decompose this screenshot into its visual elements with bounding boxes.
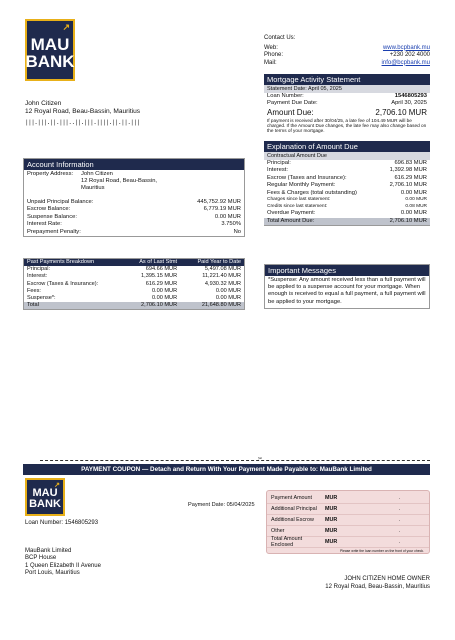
- decimal-point: .: [399, 517, 401, 523]
- row-value: 0.00 MUR: [214, 213, 241, 220]
- total-due-label: Total Amount Due:: [267, 217, 315, 224]
- past-total-label: Total: [27, 302, 39, 309]
- arrow-icon: ↗: [54, 482, 60, 489]
- row-value: 3.750%: [221, 221, 241, 228]
- row-value: 0.08 MUR: [405, 203, 427, 209]
- table-row: [24, 273, 244, 280]
- table-cell: 1,395.15 MUR: [141, 273, 178, 280]
- statement-date: Statement Date: April 05, 2025: [264, 85, 430, 93]
- detach-line: [40, 460, 430, 461]
- detail-row: [24, 206, 244, 213]
- coupon-box-note: Please write the loan number on the front of your check.: [339, 549, 424, 553]
- past-header: As of Last Stmt: [139, 259, 178, 265]
- past-header: Past Payments Breakdown: [27, 259, 95, 265]
- table-cell: 0.00 MUR: [151, 287, 178, 294]
- explanation-panel: [264, 141, 430, 226]
- arrow-icon: ↗: [62, 22, 70, 32]
- coupon-row-currency: MUR: [325, 539, 338, 545]
- bank-line: BCP House: [25, 555, 57, 562]
- table-cell: Escrow (Taxes & Insurance):: [27, 280, 99, 287]
- coupon-loan: [25, 520, 98, 526]
- detail-row: [264, 160, 430, 167]
- table-cell: Suspense*:: [27, 295, 56, 302]
- coupon-amount-row[interactable]: [267, 515, 429, 526]
- postal-barcode: |||.|||.||.|||..||.|||.||||.||.||.|||: [25, 119, 140, 126]
- customer-block: [25, 100, 225, 127]
- mail-link[interactable]: info@bcpbank.mu: [381, 59, 430, 66]
- coupon-row-label: Additional Principal: [271, 506, 317, 512]
- bank-line: MauBank Limited: [25, 548, 72, 554]
- detail-row: [24, 214, 244, 221]
- detail-row: [264, 167, 430, 174]
- detail-row: [24, 221, 244, 228]
- property-line: John Citizen: [81, 171, 113, 177]
- contact-title: Contact Us:: [264, 35, 296, 41]
- customer-name: John Citizen: [25, 100, 62, 107]
- detail-row: [264, 182, 430, 189]
- row-value: 6,779.19 MUR: [203, 206, 241, 213]
- row-label: Interest:: [267, 167, 288, 174]
- scissors-icon: ✂: [258, 456, 263, 462]
- bank-address: [25, 548, 101, 577]
- detail-row: [264, 190, 430, 197]
- coupon-row-currency: MUR: [325, 517, 338, 523]
- account-rows: [24, 199, 244, 236]
- row-value: 2,706.10 MUR: [389, 182, 427, 189]
- coupon-rows: [267, 493, 429, 548]
- due-date: April 30, 2025: [391, 100, 427, 107]
- past-total-cell: 2,706.10 MUR: [141, 302, 178, 309]
- messages-panel: [264, 264, 430, 309]
- coupon-row-label: Payment Amount: [271, 495, 313, 501]
- row-value: 696.83 MUR: [394, 160, 427, 166]
- explanation-rows: [264, 160, 430, 218]
- explanation-title: Explanation of Amount Due: [264, 141, 430, 152]
- row-label: Escrow Balance:: [27, 206, 71, 213]
- coupon-amount-row[interactable]: [267, 493, 429, 504]
- statement-panel: [264, 74, 430, 134]
- loan-label: Loan Number:: [267, 93, 304, 99]
- row-label: Unpaid Principal Balance:: [27, 199, 94, 205]
- loan-number: 1546805293: [394, 93, 427, 99]
- past-header: Paid Year to Date: [197, 259, 241, 265]
- owner-name: JOHN CITIZEN HOME OWNER: [344, 576, 430, 582]
- table-cell: 0.00 MUR: [151, 295, 178, 302]
- late-fee-note: If payment is received after 30/04/25, a late fee of 104.49 MUR will be charged. If the Amount Due changes, the late fee may also change based on the terms of your mortgage.: [267, 117, 427, 134]
- web-label: Web:: [264, 44, 278, 51]
- maubank-logo-small: [25, 478, 65, 516]
- row-value: 616.29 MUR: [394, 174, 427, 181]
- logo-text-mau: MAU: [32, 486, 58, 499]
- contact-block: [264, 35, 430, 67]
- bank-line: 1 Queen Elizabeth II Avenue: [25, 562, 101, 569]
- payment-date-label: Payment Date:: [188, 502, 225, 508]
- statement-title: Mortgage Activity Statement: [264, 74, 430, 85]
- row-value: 0.00 MUR: [400, 189, 427, 196]
- table-row: [24, 266, 244, 273]
- row-value: 445,752.92 MUR: [197, 199, 241, 205]
- detail-row: [264, 175, 430, 182]
- table-cell: Principal:: [27, 266, 51, 273]
- property-line: 12 Royal Road, Beau-Bassin,: [81, 178, 158, 184]
- property-line: Mauritius: [81, 185, 105, 191]
- row-label: Interest Rate:: [27, 221, 62, 228]
- coupon-row-label: Other: [271, 528, 285, 534]
- table-cell: Fees:: [27, 287, 41, 294]
- row-label: Suspense Balance:: [27, 213, 77, 220]
- payment-date-value: 05/04/2025: [226, 502, 255, 508]
- table-row: [24, 295, 244, 302]
- table-cell: 5,497.08 MUR: [204, 266, 241, 273]
- past-total-cell: 21,648.80 MUR: [201, 302, 241, 309]
- row-label: Overdue Payment:: [267, 210, 316, 217]
- row-label: Principal:: [267, 160, 291, 166]
- phone-value: +230 202 4000: [389, 52, 430, 58]
- owner-block: [270, 576, 430, 591]
- coupon-row-label: Additional Escrow: [271, 517, 314, 523]
- detail-row: [24, 199, 244, 206]
- customer-address: 12 Royal Road, Beau-Bassin, Mauritius: [25, 108, 141, 115]
- row-value: No: [233, 228, 241, 235]
- detail-row: [24, 229, 244, 236]
- maubank-logo: [25, 19, 75, 81]
- due-label: Payment Due Date:: [267, 100, 318, 107]
- row-label: Regular Monthly Payment:: [267, 182, 336, 189]
- row-label: Prepayment Penalty:: [27, 228, 81, 235]
- table-cell: 4,930.32 MUR: [204, 280, 241, 287]
- logo-text-bank: BANK: [25, 52, 75, 71]
- logo-text-bank: BANK: [29, 497, 61, 510]
- detail-row: [264, 204, 430, 211]
- past-payments-panel: [23, 258, 245, 310]
- decimal-point: .: [399, 539, 401, 545]
- coupon-row-label: Total Amount Enclosed: [271, 536, 303, 548]
- amount-due: 2,706.10 MUR: [375, 107, 427, 117]
- explanation-subtitle: Contractual Amount Due: [264, 152, 430, 160]
- past-payments-table: [24, 259, 244, 309]
- coupon-amount-box: [266, 490, 430, 554]
- table-cell: 616.29 MUR: [145, 280, 178, 287]
- amount-label: Amount Due:: [267, 107, 314, 117]
- table-cell: 0.00 MUR: [215, 295, 241, 302]
- row-label: Charges since last statement:: [267, 197, 331, 203]
- messages-title: Important Messages: [265, 265, 429, 276]
- bank-line: Port Louis, Mauritius: [25, 569, 80, 576]
- coupon-loan-number: 1546805293: [64, 520, 99, 526]
- table-cell: 694.66 MUR: [145, 266, 178, 273]
- row-value: 1,392.98 MUR: [389, 167, 427, 174]
- owner-address: 12 Royal Road, Beau-Bassin, Mauritius: [325, 583, 430, 590]
- account-title: Account Information: [24, 159, 244, 170]
- row-value: 0.00 MUR: [400, 210, 427, 217]
- table-cell: 11,221.40 MUR: [202, 273, 241, 280]
- row-value: 0.00 MUR: [405, 197, 427, 203]
- table-cell: Interest:: [27, 273, 48, 280]
- detail-row: [264, 197, 430, 204]
- row-label: Credits since last statement:: [267, 203, 328, 209]
- property-address-label: Property Address:: [27, 171, 74, 177]
- coupon-loan-label: Loan Number:: [25, 520, 64, 526]
- table-row: [24, 288, 244, 295]
- payment-date: [188, 502, 255, 508]
- decimal-point: .: [399, 528, 401, 534]
- phone-label: Phone:: [264, 52, 284, 58]
- table-cell: 0.00 MUR: [215, 287, 241, 294]
- decimal-point: .: [399, 506, 401, 512]
- table-row: [24, 281, 244, 288]
- coupon-amount-row[interactable]: [267, 504, 429, 515]
- account-panel: [23, 158, 245, 237]
- row-label: Escrow (Taxes and Insurance):: [267, 174, 347, 181]
- messages-body: *Suspense: Any amount received less than a full payment will be applied to a suspense account for your mortgage. When enough is received to equal a full payment, a full payment will be applied to your mortgage.: [268, 277, 426, 305]
- coupon-amount-row[interactable]: [267, 537, 429, 548]
- row-label: Fees & Charges (total outstanding): [267, 189, 357, 196]
- mail-label: Mail:: [264, 59, 277, 66]
- coupon-row-currency: MUR: [325, 495, 338, 501]
- coupon-banner: PAYMENT COUPON — Detach and Return With Your Payment Made Payable to: MauBank Limited: [23, 464, 430, 475]
- detail-row: [264, 210, 430, 217]
- logo-text-mau: MAU: [30, 35, 70, 54]
- decimal-point: .: [399, 495, 401, 501]
- coupon-row-currency: MUR: [325, 506, 338, 512]
- total-due-value: 2,706.10 MUR: [389, 217, 427, 224]
- coupon-row-currency: MUR: [325, 528, 338, 534]
- web-link[interactable]: www.bcpbank.mu: [382, 44, 430, 51]
